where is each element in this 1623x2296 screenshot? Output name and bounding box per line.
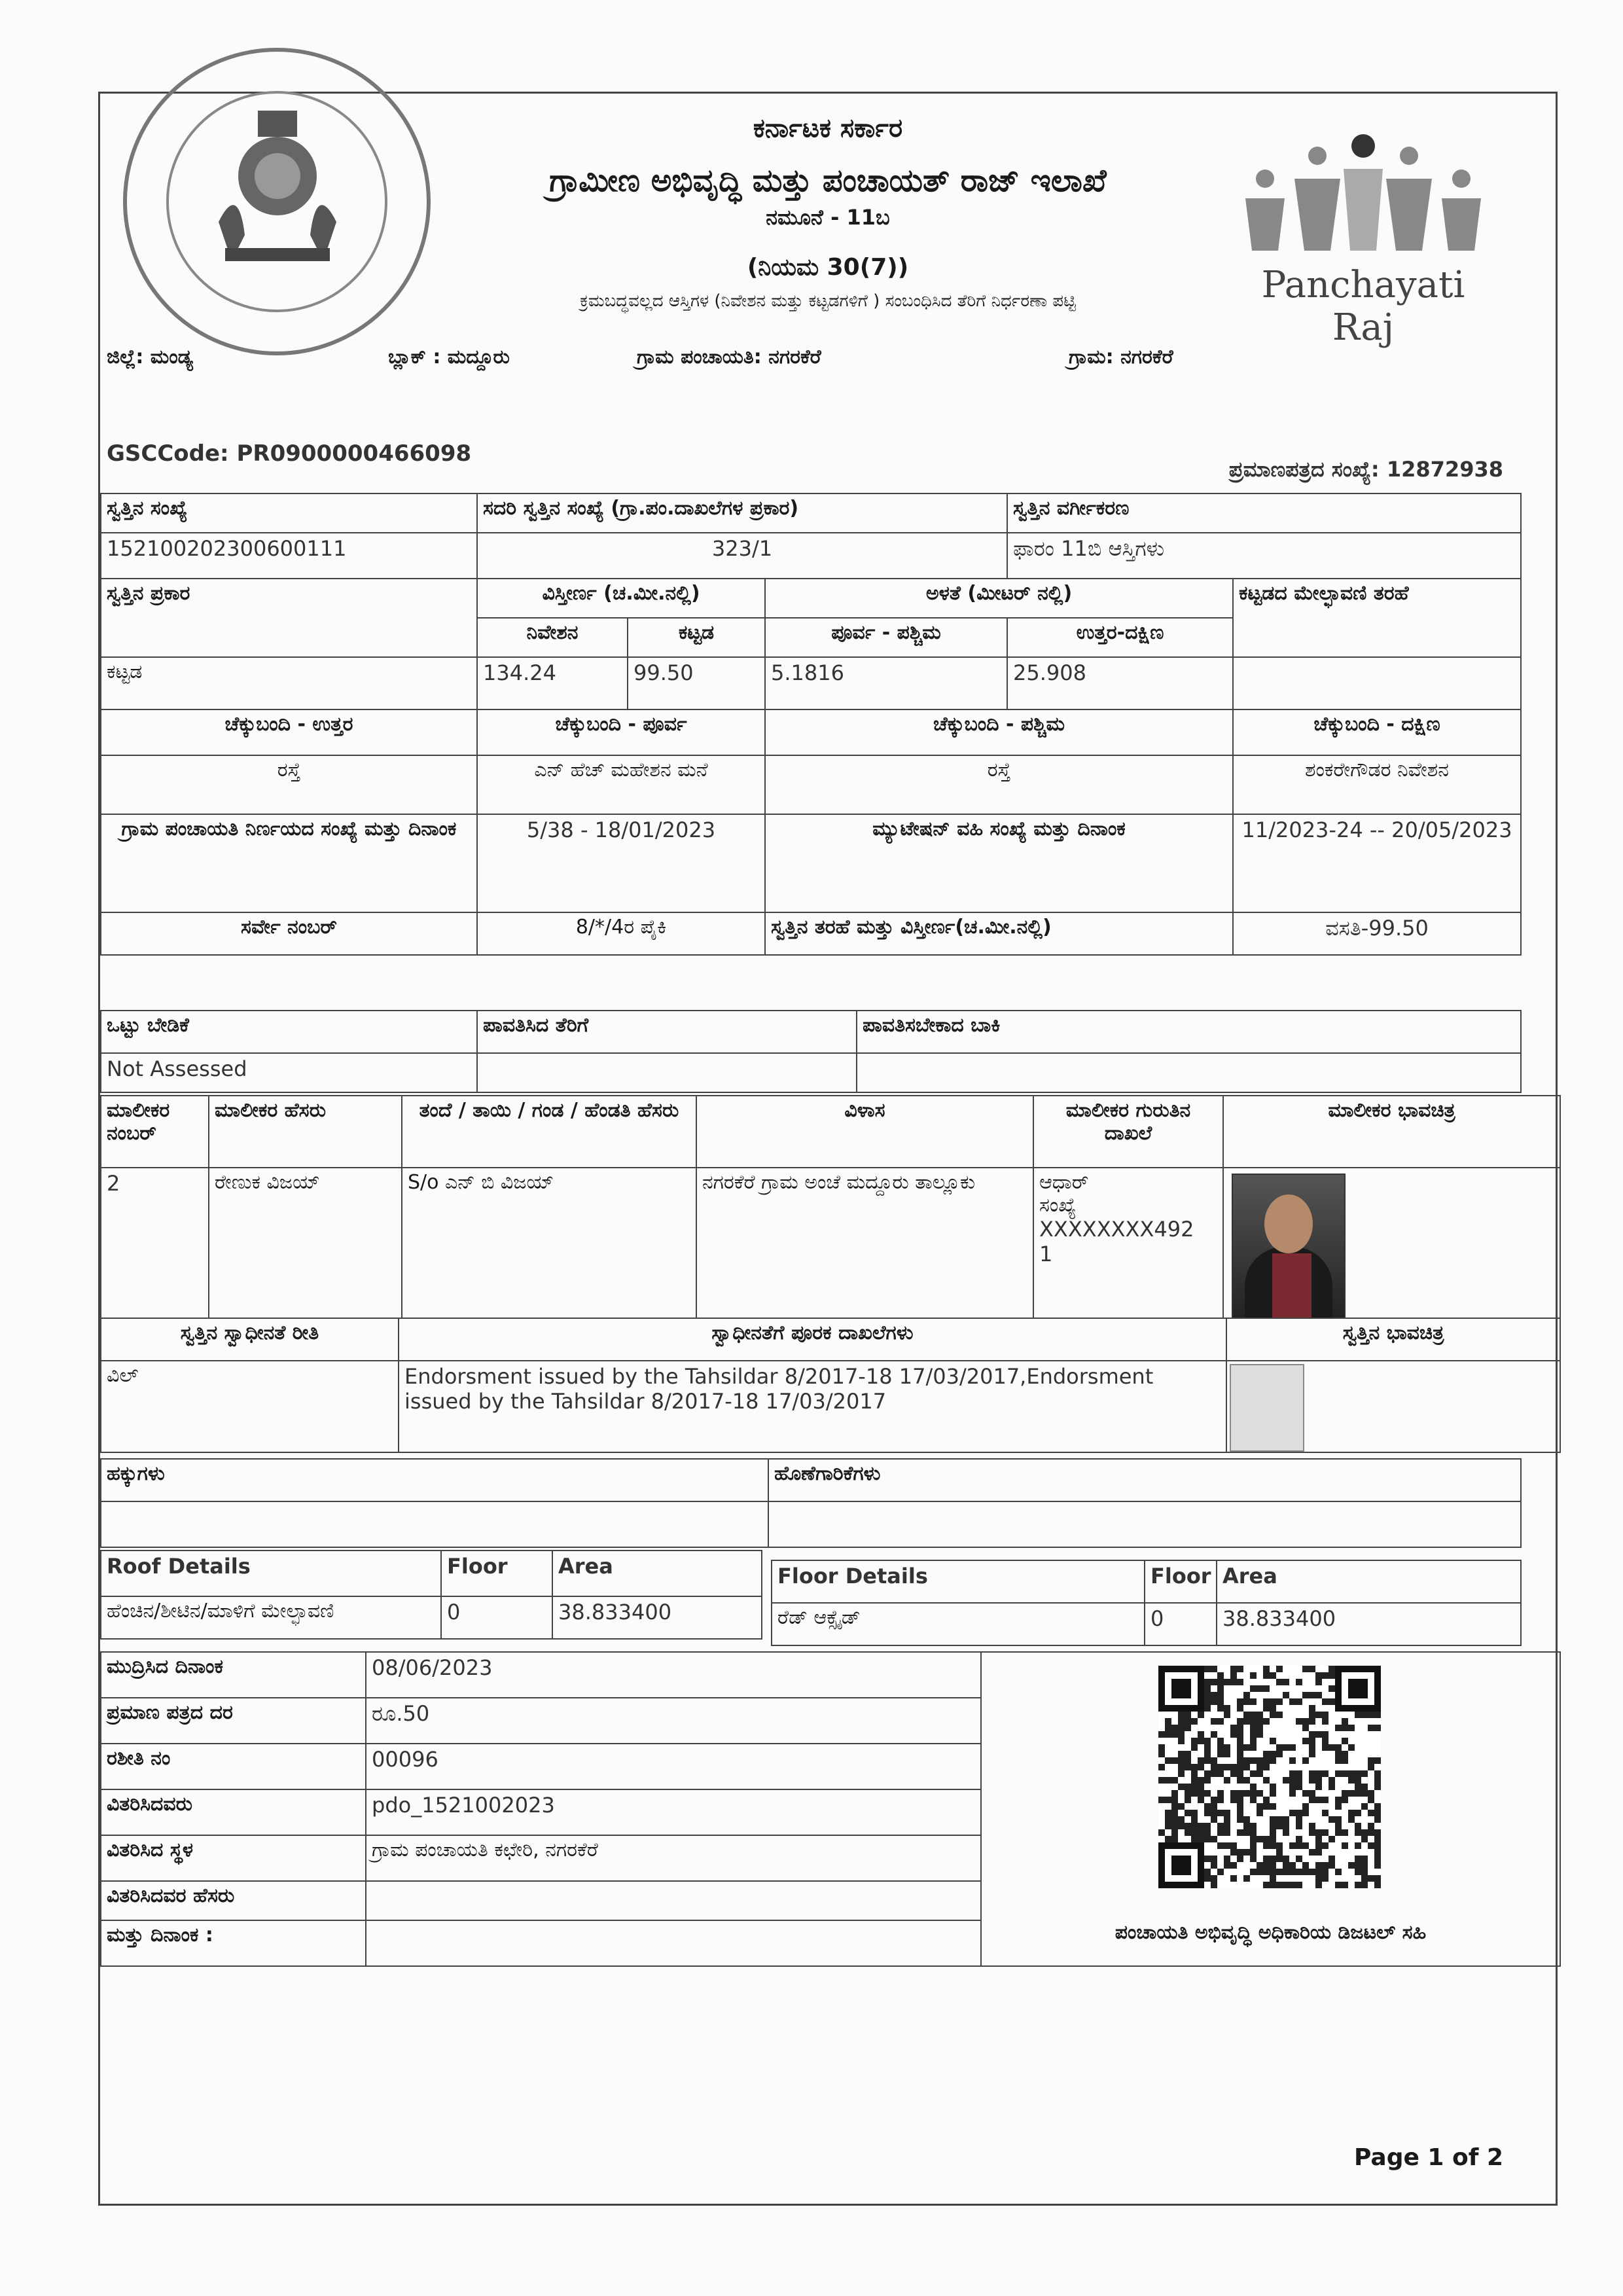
owner-photo [1232, 1174, 1346, 1318]
north-south: 25.908 [1007, 657, 1233, 709]
east-boundary: ಎನ್ ಹೆಚ್ ಮಹೇಶನ ಮನೆ [477, 755, 765, 814]
gram-panchayat: ಗ್ರಾಮ ಪಂಚಾಯತಿ: ನಗರಕೆರೆ [637, 346, 821, 368]
owner-relation: S/o ಎನ್ ಬಿ ವಿಜಯ್ [402, 1168, 696, 1318]
relation-header: ತಂದೆ / ತಾಯಿ / ಗಂಡ / ಹೆಂಡತಿ ಹೆಸರು [402, 1096, 696, 1168]
certificate-number: ಪ್ರಮಾಣಪತ್ರದ ಸಂಖ್ಯೆ: 12872938 [1228, 457, 1503, 482]
balance-header: ಪಾವತಿಸಬೇಕಾದ ಬಾಕಿ [857, 1011, 1521, 1053]
mutation-header: ಮ್ಯುಟೇಷನ್ ವಹಿ ಸಂಖ್ಯೆ ಮತ್ತು ದಿನಾಂಕ [765, 814, 1233, 912]
owner-name-header: ಮಾಲೀಕರ ಹೆಸರು [209, 1096, 402, 1168]
north-boundary: ರಸ್ತೆ [101, 755, 477, 814]
site-header: ನಿವೇಶನ [477, 618, 628, 657]
east-boundary-header: ಚೆಕ್ಕುಬಂದಿ - ಪೂರ್ವ [477, 709, 765, 755]
gp-resolution: 5/38 - 18/01/2023 [477, 814, 765, 912]
floor-area-header: Area [1217, 1560, 1521, 1603]
gp-resolution-header: ಗ್ರಾಮ ಪಂಚಾಯತಿ ನಿರ್ಣಯದ ಸಂಖ್ಯೆ ಮತ್ತು ದಿನಾಂಕ [101, 814, 477, 912]
tax-paid-header: ಪಾವತಿಸಿದ ತೆರಿಗೆ [477, 1011, 857, 1053]
qr-code-icon [1158, 1666, 1381, 1888]
printed-date-header: ಮುದ್ರಿಸಿದ ದಿನಾಂಕ [101, 1652, 366, 1698]
north-boundary-header: ಚೆಕ್ಕುಬಂದಿ - ಉತ್ತರ [101, 709, 477, 755]
issuer-header: ವಿತರಿಸಿದವರು [101, 1789, 366, 1835]
roof-type [1233, 657, 1521, 709]
receipt-header: ರಶೀತಿ ನಂ [101, 1744, 366, 1789]
roof-floor: 0 [441, 1596, 552, 1639]
west-boundary: ರಸ್ತೆ [765, 755, 1233, 814]
property-type: ಕಟ್ಟಡ [101, 657, 477, 709]
floor-type: ರೆಡ್ ಆಕ್ಸೈಡ್ [772, 1603, 1145, 1645]
mutation: 11/2023-24 -- 20/05/2023 [1233, 814, 1521, 912]
document-subtitle: ಕ್ರಮಬದ್ಧವಲ್ಲದ ಆಸ್ತಿಗಳ (ನಿವೇಶನ ಮತ್ತು ಕಟ್ಟಡಗಳಿಗೆ ) ಸಂಬಂಧಿಸಿದ ತೆರಿಗೆ ನಿರ್ಧರಣಾ ಪಟ್ಟಿ [580, 291, 1076, 311]
roof-area: 38.833400 [552, 1596, 762, 1639]
north-south-header: ಉತ್ತರ-ದಕ್ಷಿಣ [1007, 618, 1233, 657]
east-west-header: ಪೂರ್ವ - ಪಶ್ಚಿಮ [765, 618, 1007, 657]
rights-table [100, 1458, 1522, 1548]
owner-id-number: XXXXXXXX492 [1039, 1217, 1194, 1242]
class-header: ಸ್ವತ್ತಿನ ವರ್ಗೀಕರಣ [1007, 493, 1521, 533]
roof-type-header: ಕಟ್ಟಡದ ಮೇಲ್ಛಾವಣಿ ತರಹೆ [1233, 579, 1521, 657]
roof-floor-header: Floor [441, 1551, 552, 1596]
property-no-header: ಸ್ವತ್ತಿನ ಸಂಖ್ಯೆ [101, 493, 477, 533]
property-photo-cell [1226, 1361, 1560, 1452]
area-header: ವಿಸ್ತೀರ್ಣ (ಚ.ಮೀ.ನಲ್ಲಿ) [477, 579, 765, 618]
issuer: pdo_1521002023 [366, 1789, 981, 1835]
issue-details-table [100, 1651, 1561, 1967]
building-area: 99.50 [628, 657, 765, 709]
logo-text: Panchayati Raj [1261, 264, 1465, 349]
owner-address: ನಗರಕೆರೆ ಗ್ರಾಮ ಅಂಚೆ ಮದ್ದೂರು ತಾಲ್ಲೂಕು [696, 1168, 1033, 1318]
ownership-docs-header: ಸ್ವಾಧೀನತೆಗೆ ಪೂರಕ ದಾಖಲೆಗಳು [399, 1318, 1226, 1361]
department-name: ಗ್ರಾಮೀಣ ಅಭಿವೃದ್ಧಿ ಮತ್ತು ಪಂಚಾಯತ್ ರಾಜ್ ಇಲಾಖೆ [549, 162, 1107, 199]
issuer-name-header: ವಿತರಿಸಿದವರ ಹೆಸರು [101, 1881, 366, 1920]
said-no-header: ಸದರಿ ಸ್ವತ್ತಿನ ಸಂಖ್ಯೆ (ಗ್ರಾ.ಪಂ.ದಾಖಲೆಗಳ ಪ್ರಕಾರ) [477, 493, 1007, 533]
survey-header: ಸರ್ವೇ ನಂಬರ್ [101, 912, 477, 955]
receipt-number: 00096 [366, 1744, 981, 1789]
address-header: ವಿಳಾಸ [696, 1096, 1033, 1168]
district: ಜಿಲ್ಲೆ: ಮಂಡ್ಯ [107, 346, 193, 368]
owner-no: 2 [101, 1168, 209, 1318]
property-class: ಫಾರಂ 11ಬಿ ಆಸ್ತಿಗಳು [1007, 533, 1521, 579]
ownership-docs: Endorsment issued by the Tahsildar 8/2017-18 17/03/2017,Endorsment issued by the Tahsildar 8/2017-18 17/03/2017 [399, 1361, 1226, 1452]
people-logo-icon [1232, 120, 1494, 264]
village: ಗ್ರಾಮ: ನಗರಕೆರೆ [1069, 346, 1173, 368]
rights-header: ಹಕ್ಕುಗಳು [101, 1459, 768, 1501]
property-kind-area-header: ಸ್ವತ್ತಿನ ತರಹೆ ಮತ್ತು ವಿಸ್ತೀರ್ಣ(ಚ.ಮೀ.ನಲ್ಲಿ) [765, 912, 1233, 955]
rule-number: (ನಿಯಮ 30(7)) [747, 254, 909, 281]
property-photo-header: ಸ್ವತ್ತಿನ ಭಾವಚಿತ್ರ [1226, 1318, 1560, 1361]
east-west: 5.1816 [765, 657, 1007, 709]
dimension-header: ಅಳತೆ (ಮೀಟರ್ ನಲ್ಲಿ) [765, 579, 1233, 618]
floor-number-header: Floor [1145, 1560, 1217, 1603]
qr-code [1158, 1666, 1381, 1888]
property-kind-area: ವಸತಿ-99.50 [1233, 912, 1521, 955]
panchayati-raj-logo [1232, 120, 1494, 349]
property-table [100, 493, 1522, 956]
printed-date: 08/06/2023 [366, 1652, 981, 1698]
ownership-table [100, 1318, 1561, 1453]
form-number: ನಮೂನೆ - 11ಬ [766, 205, 890, 230]
tax-table [100, 1010, 1522, 1093]
certificate-page [98, 92, 1558, 2206]
owner-no-header: ಮಾಲೀಕರ ನಂಬರ್ [101, 1096, 209, 1168]
block: ಬ್ಲಾಕ್ : ಮದ್ದೂರು [388, 346, 510, 368]
type-header: ಸ್ವತ್ತಿನ ಪ್ರಕಾರ [101, 579, 477, 657]
digital-signature-note: ಪಂಚಾಯತಿ ಅಭಿವೃದ್ಧಿ ಅಧಿಕಾರಿಯ ಡಿಜಟಲ್ ಸಹಿ [1115, 1921, 1427, 1944]
and-date-header: ಮತ್ತು ದಿನಾಂಕ : [101, 1920, 366, 1966]
ownership-mode-header: ಸ್ವತ್ತಿನ ಸ್ವಾಧೀನತೆ ರೀತಿ [101, 1318, 399, 1361]
roof-type-value: ಹೆಂಚಿನ/ಶೀಟಿನ/ಮಾಳಿಗೆ ಮೇಲ್ಛಾವಣಿ [101, 1596, 441, 1639]
floor-area: 38.833400 [1217, 1603, 1521, 1645]
owner-photo-cell [1223, 1168, 1560, 1318]
owner-id-label: ಸಂಖ್ಯೆ [1039, 1194, 1077, 1217]
west-boundary-header: ಚೆಕ್ಕುಬಂದಿ - ಪಶ್ಚಿಮ [765, 709, 1233, 755]
building-header: ಕಟ್ಟಡ [628, 618, 765, 657]
government-name: ಕರ್ನಾಟಕ ಸರ್ಕಾರ [753, 113, 903, 143]
gsc-code: GSCCode: PR0900000466098 [107, 440, 472, 467]
said-no: 323/1 [477, 533, 1007, 579]
page-number: Page 1 of 2 [1354, 2144, 1503, 2171]
total-demand: Not Assessed [101, 1053, 477, 1092]
south-boundary: ಶಂಕರೇಗೌಡರ ನಿವೇಶನ [1233, 755, 1521, 814]
site-area: 134.24 [477, 657, 628, 709]
floor-number: 0 [1145, 1603, 1217, 1645]
ownership-mode: ವಿಲ್ [101, 1361, 399, 1452]
liabilities-header: ಹೊಣೆಗಾರಿಕೆಗಳು [768, 1459, 1521, 1501]
floor-details-title: Floor Details [772, 1560, 1145, 1603]
property-photo [1230, 1364, 1304, 1452]
property-no: 152100202300600111 [101, 533, 477, 579]
survey-number: 8/*/4ರ ಪೈಕಿ [477, 912, 765, 955]
total-demand-header: ಒಟ್ಟು ಬೇಡಿಕೆ [101, 1011, 477, 1053]
floor-details-table [771, 1560, 1522, 1646]
fee-header: ಪ್ರಮಾಣ ಪತ್ರದ ದರ [101, 1698, 366, 1744]
south-boundary-header: ಚೆಕ್ಕುಬಂದಿ - ದಕ್ಷಿಣ [1233, 709, 1521, 755]
owner-name: ರೇಣುಕ ವಿಜಯ್ [209, 1168, 402, 1318]
owner-id-header: ಮಾಲೀಕರ ಗುರುತಿನ ದಾಖಲೆ [1033, 1096, 1223, 1168]
issue-place-header: ವಿತರಿಸಿದ ಸ್ಥಳ [101, 1835, 366, 1881]
signature-cell [981, 1652, 1560, 1966]
owner-photo-header: ಮಾಲೀಕರ ಭಾವಚಿತ್ರ [1223, 1096, 1560, 1168]
owner-table [100, 1095, 1561, 1319]
owner-id-type: ಆಧಾರ್ [1039, 1171, 1089, 1194]
roof-area-header: Area [552, 1551, 762, 1596]
issue-place: ಗ್ರಾಮ ಪಂಚಾಯತಿ ಕಛೇರಿ, ನಗರಕೆರೆ [366, 1835, 981, 1881]
roof-details-table [100, 1550, 762, 1640]
owner-id-number-end: 1 [1039, 1242, 1053, 1266]
certificate-fee: ರೂ.50 [366, 1698, 981, 1744]
owner-id [1033, 1168, 1223, 1318]
roof-details-title: Roof Details [101, 1551, 441, 1596]
